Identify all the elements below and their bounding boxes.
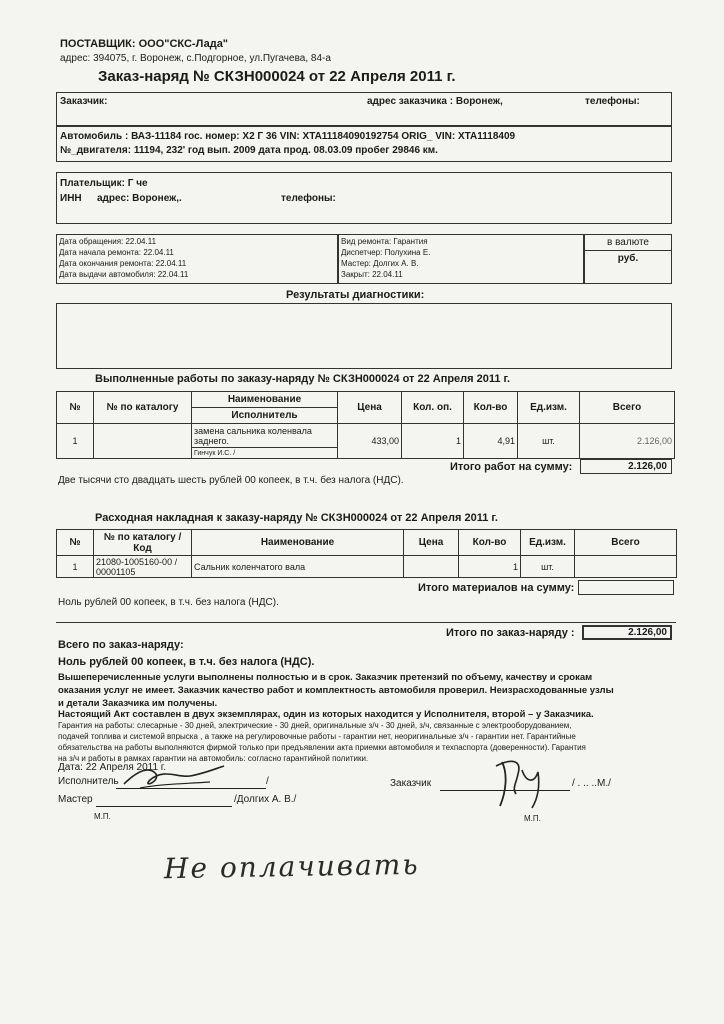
repair-closed: Закрыт: 22.04.11: [341, 270, 403, 279]
materials-total-words: Ноль рублей 00 копеек, в т.ч. без налога (НДС).: [58, 597, 279, 608]
warranty-line-2: подачей топлива и системой впрыска , а также на регулировочные работы - гарантии нет, неоригинальные з/ч - гарантии нет. Гарантийные: [58, 732, 576, 741]
works-header-qty: Кол-во: [464, 392, 518, 424]
summary-statement-4: Настоящий Акт составлен в двух экземплярах, один из которых находится у Исполнителя, второй – у Заказчика.: [58, 709, 594, 720]
works-header-num: №: [57, 392, 94, 424]
summary-statement-3: и детали Заказчика им получены.: [58, 698, 218, 709]
materials-title: Расходная накладная к заказу-наряду № СКЗН000024 от 22 Апреля 2011 г.: [95, 512, 498, 524]
works-row-price: 433,00: [338, 424, 402, 459]
materials-row-num: 1: [57, 556, 94, 578]
materials-total-label: Итого материалов на сумму:: [418, 582, 575, 594]
date-repair-start: Дата начала ремонта: 22.04.11: [59, 248, 174, 257]
signature-master-name: /Долгих А. В./: [234, 794, 297, 805]
works-table: [56, 391, 675, 459]
works-row-unit: шт.: [518, 424, 580, 459]
document-page: ПОСТАВЩИК: ООО"СКС-Лада" адрес: 394075, г. Воронеж, с.Подгорное, ул.Пугачева, 84-а Заказ-наряд № СКЗН000024 от 22 Апреля 2011 г. Заказчик: адрес заказчика : Воронеж, телефоны: Автомобиль : ВАЗ-11184 гос. номер: Х2 Г 36 VIN: XTA11184090192754 ORIG_ VIN: XTA1118409 №_двигателя: 11194, 232' год вып. 2009 дата прод. 08.03.09 пробег 29846 км. Плательщик: Г че ИНН адрес: Воронеж,. телефоны: Дата обращения: 22.04.11 Дата начала ремонта: 22.04.11 Дата окончания ремонта: 22.04.11 Дата выдачи автомобиля: 22.04.11 Вид ремонта: Гарантия Диспетчер: Полухина Е. Мастер: Долгих А. В. Закрыт: 22.04.11 в валюте руб. Результаты диагностики: Выполненные работы по заказу-наряду № СКЗН000024 от 22 Апреля 2011 г. № № по каталогу Наименование Цена Кол. оп. Кол-во Ед.изм. Всего Исполнитель 1 замена сальника коленвала заднего. 433,00 1 4,91 шт. 2.126,00 Гинчук И.С. / Итого работ на сумму: 2.126,00 Две тысячи сто двадцать шесть рублей 00 копеек, в т.ч. без налога (НДС). Расходная накладная к заказу-наряду № СКЗН000024 от 22 Апреля 2011 г. № № по каталогу / Код Наименование Цена Кол-во Ед.изм. Всего 1 21080-1005160-00 / 00001105 Сальник коленчатого вала 1 шт. Итого материалов на сумму: Ноль рублей 00 копеек, в т.ч. без налога (НДС). Итого по заказ-наряду : 2.126,00 Всего по заказ-наряду: Ноль рублей 00 копеек, в т.ч. без налога (НДС). Вышеперечисленные услуги выполнены полностью и в срок. Заказчик претензий по объему, качеству и срокам оказания услуг не имеет. Заказчик качество работ и комплектность автомобиля проверил. Неизрасходованные узлы и детали Заказчика им получены. Настоящий Акт составлен в двух экземплярах, один из которых находится у Исполнителя, второй – у Заказчика. Гарантия на работы: слесарные - 30 дней, электрические - 30 дней, оригинальные з/ч - 30 дней, з/ч, связанные с электрооборудованием, подачей топлива и системой впрыска , а также на регулировочные работы - гарантии нет, неоригинальные з/ч - гарантии нет. Гарантийные обязательства на работы выполняются фирмой только при предъявлении акта приемки автомобиля и техпаспорта (доверенности). Гарантия на з/ч и работы в рамках гарантии на автомобиль: согласно гарантийной политики. Дата: 22 Апреля 2011 г. Исполнитель / Мастер /Долгих А. В./ М.П. Заказчик / . .. ..М./ М.П. Не оплачивать: [0, 0, 724, 1024]
vehicle-line-2: №_двигателя: 11194, 232' год вып. 2009 дата прод. 08.03.09 пробег 29846 км.: [60, 145, 438, 156]
works-header-qty-op: Кол. оп.: [402, 392, 464, 424]
works-row-name: замена сальника коленвала заднего.: [192, 424, 338, 448]
date-request: Дата обращения: 22.04.11: [59, 237, 157, 246]
warranty-line-4: на з/ч и работы в рамках гарантии на автомобиль: согласно гарантийной политики.: [58, 754, 369, 763]
date-issue: Дата выдачи автомобиля: 22.04.11: [59, 270, 189, 279]
diagnostics-box: [56, 303, 672, 369]
repair-info-box: [338, 234, 584, 284]
payer-box: [56, 172, 672, 224]
supplier-address: адрес: 394075, г. Воронеж, с.Подгорное, ул.Пугачева, 84-а: [60, 53, 331, 64]
materials-row-price: [404, 556, 459, 578]
table-row: [57, 424, 675, 448]
works-row-total: 2.126,00: [580, 424, 675, 459]
materials-header-qty: Кол-во: [459, 530, 521, 556]
diagnostics-title: Результаты диагностики:: [286, 289, 425, 301]
supplier-label: ПОСТАВЩИК: ООО"СКС-Лада": [60, 38, 229, 50]
payer-inn: ИНН: [60, 193, 82, 204]
signature-master-label: Мастер: [58, 794, 93, 805]
signature-customer-label: Заказчик: [390, 778, 432, 789]
stamp-left: М.П.: [94, 812, 111, 821]
summary-words: Ноль рублей 00 копеек, в т.ч. без налога (НДС).: [58, 656, 315, 668]
materials-row-catalog: 21080-1005160-00 / 00001105: [94, 556, 192, 578]
currency-value: руб.: [617, 253, 639, 264]
customer-label: Заказчик:: [60, 96, 108, 107]
works-header-price: Цена: [338, 392, 402, 424]
repair-type: Вид ремонта: Гарантия: [341, 237, 428, 246]
repair-master: Мастер: Долгих А. В.: [341, 259, 419, 268]
materials-header-name: Наименование: [192, 530, 404, 556]
signature-date: Дата: 22 Апреля 2011 г.: [58, 762, 166, 773]
warranty-line-1: Гарантия на работы: слесарные - 30 дней, электрические - 30 дней, оригинальные з/ч - 30 дней, з/ч, связанные с электрооборудованием,: [58, 721, 572, 730]
materials-header-row: [57, 530, 677, 556]
payer-phones: телефоны:: [281, 193, 336, 204]
materials-row-total: [575, 556, 677, 578]
works-header-name: Наименование: [192, 392, 338, 408]
warranty-line-3: обязательства на работы выполняются фирмой только при предъявлении акта приемки автомобиля и техпаспорта (доверенности). Гарантия: [58, 743, 586, 752]
grand-total-value: 2.126,00: [628, 627, 667, 638]
works-total-box: [580, 459, 672, 474]
materials-header-price: Цена: [404, 530, 459, 556]
signature-master-line: [96, 806, 232, 807]
repair-dispatcher: Диспетчер: Полухина Е.: [341, 248, 431, 257]
signature-customer-name: / . .. ..М./: [572, 778, 611, 789]
customer-address: адрес заказчика : Воронеж,: [367, 96, 503, 107]
stamp-right: М.П.: [524, 814, 541, 823]
works-header-unit: Ед.изм.: [518, 392, 580, 424]
works-total-words: Две тысячи сто двадцать шесть рублей 00 копеек, в т.ч. без налога (НДС).: [58, 475, 404, 486]
materials-header-catalog: № по каталогу / Код: [94, 530, 192, 556]
works-header-row: [57, 392, 675, 408]
works-total-value: 2.126,00: [628, 461, 667, 472]
dates-box: [56, 234, 338, 284]
works-header-catalog: № по каталогу: [94, 392, 192, 424]
currency-label: в валюте: [607, 237, 649, 248]
materials-table: [56, 529, 677, 578]
grand-total-label: Итого по заказ-наряду :: [446, 627, 575, 639]
materials-header-total: Всего: [575, 530, 677, 556]
works-total-label: Итого работ на сумму:: [450, 461, 573, 473]
vehicle-box: [56, 126, 672, 162]
materials-total-box: [578, 580, 674, 595]
grand-total-divider: [56, 622, 676, 623]
works-header-executor: Исполнитель: [192, 408, 338, 424]
materials-header-unit: Ед.изм.: [521, 530, 575, 556]
summary-heading: Всего по заказ-наряду:: [58, 639, 184, 651]
works-header-total: Всего: [580, 392, 675, 424]
works-row-qty-op: 1: [402, 424, 464, 459]
summary-statement-1: Вышеперечисленные услуги выполнены полностью и в срок. Заказчик претензий по объему, качеству и срокам: [58, 672, 593, 683]
currency-box: [584, 234, 672, 284]
materials-header-num: №: [57, 530, 94, 556]
date-repair-end: Дата окончания ремонта: 22.04.11: [59, 259, 187, 268]
table-row: [57, 556, 677, 578]
customer-signature: [488, 752, 558, 812]
materials-row-unit: шт.: [521, 556, 575, 578]
works-title: Выполненные работы по заказу-наряду № СКЗН000024 от 22 Апреля 2011 г.: [95, 373, 511, 385]
materials-row-qty: 1: [459, 556, 521, 578]
handwritten-note: Не оплачивать: [163, 847, 420, 886]
payer-name: Плательщик: Г че: [60, 178, 148, 189]
customer-phones: телефоны:: [585, 96, 640, 107]
executor-signature: [120, 760, 230, 794]
works-row-catalog: [94, 424, 192, 459]
vehicle-line-1: Автомобиль : ВАЗ-11184 гос. номер: Х2 Г 36 VIN: XTA11184090192754 ORIG_ VIN: XTA1118409: [60, 131, 516, 142]
customer-box: [56, 92, 672, 126]
works-row-num: 1: [57, 424, 94, 459]
payer-address: адрес: Воронеж,.: [97, 193, 182, 204]
summary-statement-2: оказания услуг не имеет. Заказчик качество работ и комплектность автомобиля проверил. Неизрасходованные узлы: [58, 685, 614, 696]
materials-row-name: Сальник коленчатого вала: [192, 556, 404, 578]
order-title: Заказ-наряд № СКЗН000024 от 22 Апреля 2011 г.: [98, 68, 456, 85]
works-row-executor: Гинчук И.С. /: [192, 448, 338, 459]
grand-total-box: [582, 625, 672, 640]
signature-executor-label: Исполнитель: [58, 776, 119, 787]
works-row-qty: 4,91: [464, 424, 518, 459]
